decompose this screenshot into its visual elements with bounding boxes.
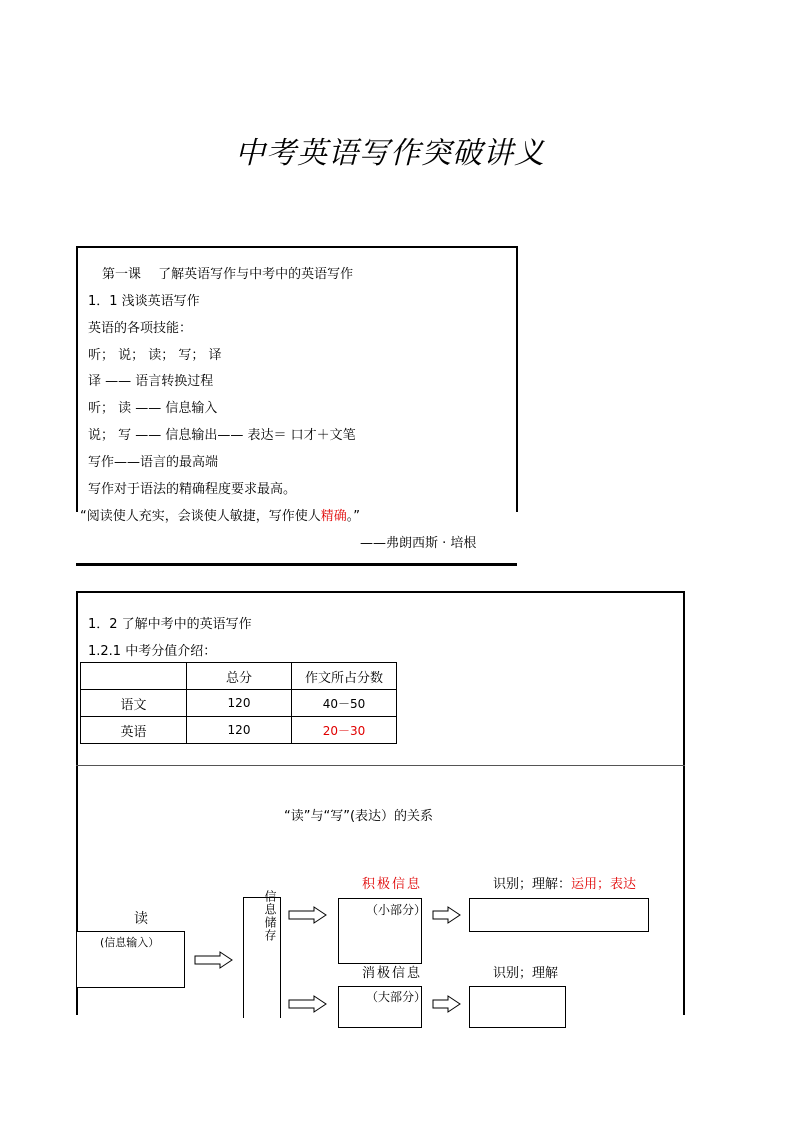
read-sub: (信息输入） xyxy=(100,936,160,949)
table-cell: 120 xyxy=(187,717,292,744)
highest-line: 写作——语言的最高端 xyxy=(88,455,219,470)
positive-result-box xyxy=(469,898,649,932)
section-1-1: 1．1 浅谈英语写作 xyxy=(88,294,200,309)
skills-label: 英语的各项技能： xyxy=(88,321,193,336)
table-header: 作文所占分数 xyxy=(292,663,397,690)
negative-result: 识别；理解 xyxy=(493,966,559,981)
quote-author: ——弗朗西斯 · 培根 xyxy=(360,536,477,551)
table-cell: 40－50 xyxy=(292,690,397,717)
table-header xyxy=(81,663,187,690)
arrow-right-icon xyxy=(432,995,462,1013)
score-table xyxy=(80,662,397,744)
table-cell: 20－30 xyxy=(292,717,397,744)
positive-result-text: 识别；理解： xyxy=(493,877,572,892)
grammar-line: 写作对于语法的精确程度要求最高。 xyxy=(88,482,297,497)
quote-end: 。” xyxy=(346,509,361,524)
storage-label: 信息储存 xyxy=(263,890,277,942)
quote-text: “阅读使人充实，会谈使人敏捷，写作使人 xyxy=(80,509,321,524)
read-label: 读 xyxy=(134,911,148,927)
quote xyxy=(80,505,360,524)
negative-label: 消极信息 xyxy=(362,966,423,981)
arrow-right-icon xyxy=(288,906,328,924)
quote-highlight: 精确 xyxy=(320,509,347,524)
table-row xyxy=(81,717,397,744)
positive-sub: （小部分） xyxy=(366,903,427,917)
table-header-row xyxy=(81,663,397,690)
table-header: 总分 xyxy=(187,663,292,690)
negative-result-box xyxy=(469,986,566,1028)
skills-list: 听； 说； 读； 写； 译 xyxy=(88,348,222,363)
positive-result xyxy=(493,873,636,892)
output-line: 说； 写 —— 信息输出—— 表达＝ 口才＋文笔 xyxy=(88,428,356,443)
negative-sub: （大部分） xyxy=(366,990,427,1004)
table-cell: 英语 xyxy=(81,717,187,744)
arrow-right-icon xyxy=(432,906,462,924)
lesson1-heading: 第一课 了解英语写作与中考中的英语写作 xyxy=(102,267,354,282)
section-1-2: 1．2 了解中考中的英语写作 xyxy=(88,617,252,632)
diagram-caption: “读”与“写”(表达）的关系 xyxy=(284,809,434,824)
table-row xyxy=(81,690,397,717)
positive-label: 积极信息 xyxy=(362,877,423,892)
table-cell: 120 xyxy=(187,690,292,717)
translate-line: 译 —— 语言转换过程 xyxy=(88,374,214,389)
page-title: 中考英语写作突破讲义 xyxy=(235,136,545,171)
arrow-right-icon xyxy=(288,995,328,1013)
input-line: 听； 读 —— 信息输入 xyxy=(88,401,218,416)
table-cell: 语文 xyxy=(81,690,187,717)
positive-result-highlight: 运用；表达 xyxy=(571,877,637,892)
arrow-right-icon xyxy=(194,951,234,969)
section-1-2-1: 1.2.1 中考分值介绍： xyxy=(88,644,217,659)
